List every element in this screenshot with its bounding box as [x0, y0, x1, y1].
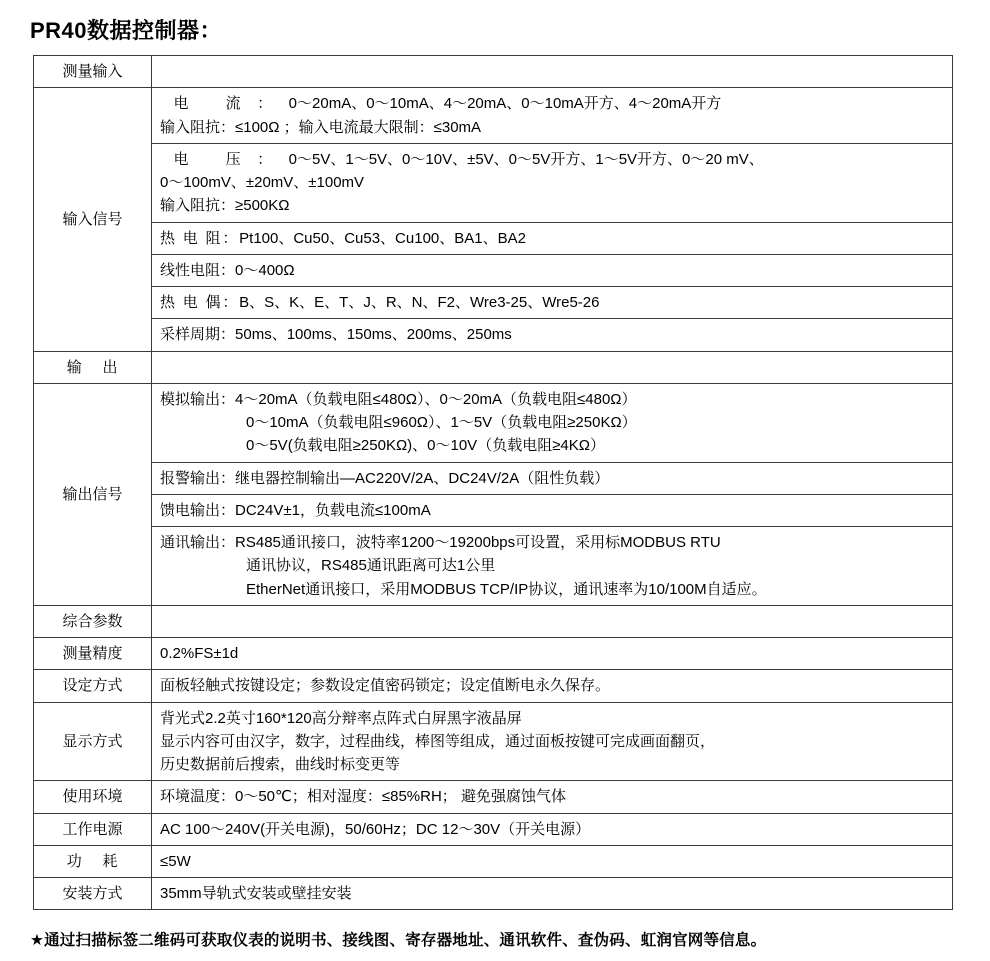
display-mode-line3: 历史数据前后搜索，曲线时标变更等	[160, 756, 401, 773]
input-current-label: 电 流：	[173, 95, 289, 113]
section-label-output	[34, 351, 152, 383]
table-row-accuracy	[34, 638, 953, 670]
table-row-output-comm	[34, 527, 953, 606]
input-voltage-value2: 0～100mV、±20mV、±100mV	[160, 174, 365, 191]
input-linear-resistance-value: 0～400Ω	[235, 261, 295, 279]
table-row-output-alarm	[34, 462, 953, 494]
output-comm-line1: RS485通讯接口，波特率1200～19200bps可设置，采用标MODBUS RTU	[235, 534, 721, 551]
row-label-input-signal: 输入信号	[34, 88, 152, 351]
display-mode-line1: 背光式2.2英寸160*120高分辩率点阵式白屏黑字液晶屏	[160, 709, 522, 727]
output-analog-line1: 4～20mA（负载电阻≤480Ω）、0～20mA（负载电阻≤480Ω）	[235, 390, 637, 408]
output-analog-line3: 0～5V(负载电阻≥250KΩ)、0～10V（负载电阻≥4KΩ）	[246, 437, 605, 455]
section-spacer-general-params	[152, 605, 953, 637]
table-row-input-signal-linear-resistance	[34, 254, 953, 286]
input-sampling	[152, 319, 953, 351]
output-feed-label: 馈电输出：	[160, 501, 236, 519]
row-label-display-mode: 显示方式	[34, 702, 152, 781]
row-label-power: 工作电源	[34, 813, 152, 845]
input-rtd-value: Pt100、Cu50、Cu53、Cu100、BA1、BA2	[239, 229, 526, 247]
table-row-input-signal-voltage	[34, 143, 953, 222]
input-rtd	[152, 222, 953, 254]
output-communication	[152, 527, 953, 606]
row-label-accuracy: 测量精度	[34, 638, 152, 670]
input-voltage	[152, 143, 953, 222]
table-row-installation	[34, 878, 953, 910]
row-value-display-mode	[152, 702, 953, 781]
row-value-installation: 35mm导轨式安装或壁挂安装	[152, 878, 953, 910]
input-voltage-impedance: 输入阻抗：≥500KΩ	[160, 197, 290, 215]
section-label-output-text: 输 出	[66, 358, 126, 376]
display-mode-line2: 显示内容可由汉字，数字，过程曲线，棒图等组成，通过面板按键可完成画面翻页，	[160, 732, 716, 750]
output-feed-value: DC24V±1，负载电流≤100mA	[235, 501, 431, 519]
row-label-setting-mode: 设定方式	[34, 670, 152, 702]
table-row-consumption	[34, 845, 953, 877]
output-feed	[152, 494, 953, 526]
input-sampling-value: 50ms、100ms、150ms、200ms、250ms	[235, 326, 512, 344]
row-label-installation: 安装方式	[34, 878, 152, 910]
table-row-output-feed	[34, 494, 953, 526]
input-thermocouple	[152, 287, 953, 319]
row-label-environment: 使用环境	[34, 781, 152, 813]
output-comm-line3: EtherNet通讯接口，采用MODBUS TCP/IP协议，通讯速率为10/100M自适应。	[246, 580, 767, 598]
input-sampling-label: 采样周期：	[160, 326, 236, 344]
input-voltage-label: 电 压：	[173, 150, 289, 168]
input-linear-resistance-label: 线性电阻：	[160, 261, 236, 279]
row-value-setting-mode: 面板轻触式按键设定；参数设定值密码锁定；设定值断电永久保存。	[152, 670, 953, 702]
table-row-section-measure-input	[34, 56, 953, 88]
output-analog-label: 模拟输出：	[160, 390, 236, 408]
section-label-measure-input: 测量输入	[34, 56, 152, 88]
output-alarm-value: 继电器控制输出—AC220V/2A、DC24V/2A（阻性负载）	[235, 469, 610, 487]
output-analog-line2: 0～10mA（负载电阻≤960Ω）、1～5V（负载电阻≥250KΩ）	[246, 414, 637, 431]
table-row-section-general-params	[34, 605, 953, 637]
row-value-environment: 环境温度：0～50℃；相对湿度：≤85%RH； 避免强腐蚀气体	[152, 781, 953, 813]
output-analog	[152, 383, 953, 462]
input-rtd-label: 热 电 阻：	[160, 229, 240, 247]
input-current-value: 0～20mA、0～10mA、4～20mA、0～10mA开方、4～20mA开方	[288, 95, 722, 113]
table-row-input-signal-rtd	[34, 222, 953, 254]
row-label-consumption-text: 功 耗	[66, 852, 126, 870]
table-row-environment	[34, 781, 953, 813]
table-row-input-signal-thermocouple	[34, 287, 953, 319]
page-title: PR40数据控制器：	[30, 18, 223, 43]
output-alarm	[152, 462, 953, 494]
table-row-display-mode	[34, 702, 953, 781]
table-row-setting-mode	[34, 670, 953, 702]
input-thermocouple-label: 热 电 偶：	[160, 294, 240, 311]
row-label-output-signal: 输出信号	[34, 383, 152, 605]
row-label-consumption	[34, 845, 152, 877]
section-spacer-output	[152, 351, 953, 383]
table-row-section-output-header	[34, 351, 953, 383]
row-value-consumption: ≤5W	[152, 845, 953, 877]
input-linear-resistance	[152, 254, 953, 286]
input-current-impedance: 输入阻抗：≤100Ω ；输入电流最大限制：≤30mA	[160, 118, 482, 136]
section-label-general-params: 综合参数	[34, 605, 152, 637]
row-value-accuracy: 0.2%FS±1d	[152, 638, 953, 670]
table-row-power	[34, 813, 953, 845]
table-row-input-signal-sampling	[34, 319, 953, 351]
section-spacer-measure-input	[152, 56, 953, 88]
row-value-power: AC 100～240V(开关电源)，50/60Hz；DC 12～30V（开关电源）	[152, 813, 953, 845]
input-current	[152, 88, 953, 144]
table-row-output-analog	[34, 383, 953, 462]
input-voltage-value: 0～5V、1～5V、0～10V、±5V、0～5V开方、1～5V开方、0～20 mV、	[288, 150, 764, 168]
output-comm-line2: 通讯协议，RS485通讯距离可达1公里	[246, 557, 496, 575]
input-thermocouple-value: B、S、K、E、T、J、R、N、F2、Wre3-25、Wre5-26	[239, 294, 600, 311]
output-alarm-label: 报警输出：	[160, 469, 236, 487]
footnote-text: ★通过扫描标签二维码可获取仪表的说明书、接线图、寄存器地址、通讯软件、查伪码、虹润官网等信息。	[30, 932, 767, 950]
specification-table	[33, 55, 953, 910]
table-row-input-signal-current	[34, 88, 953, 144]
output-comm-label: 通讯输出：	[160, 534, 236, 551]
